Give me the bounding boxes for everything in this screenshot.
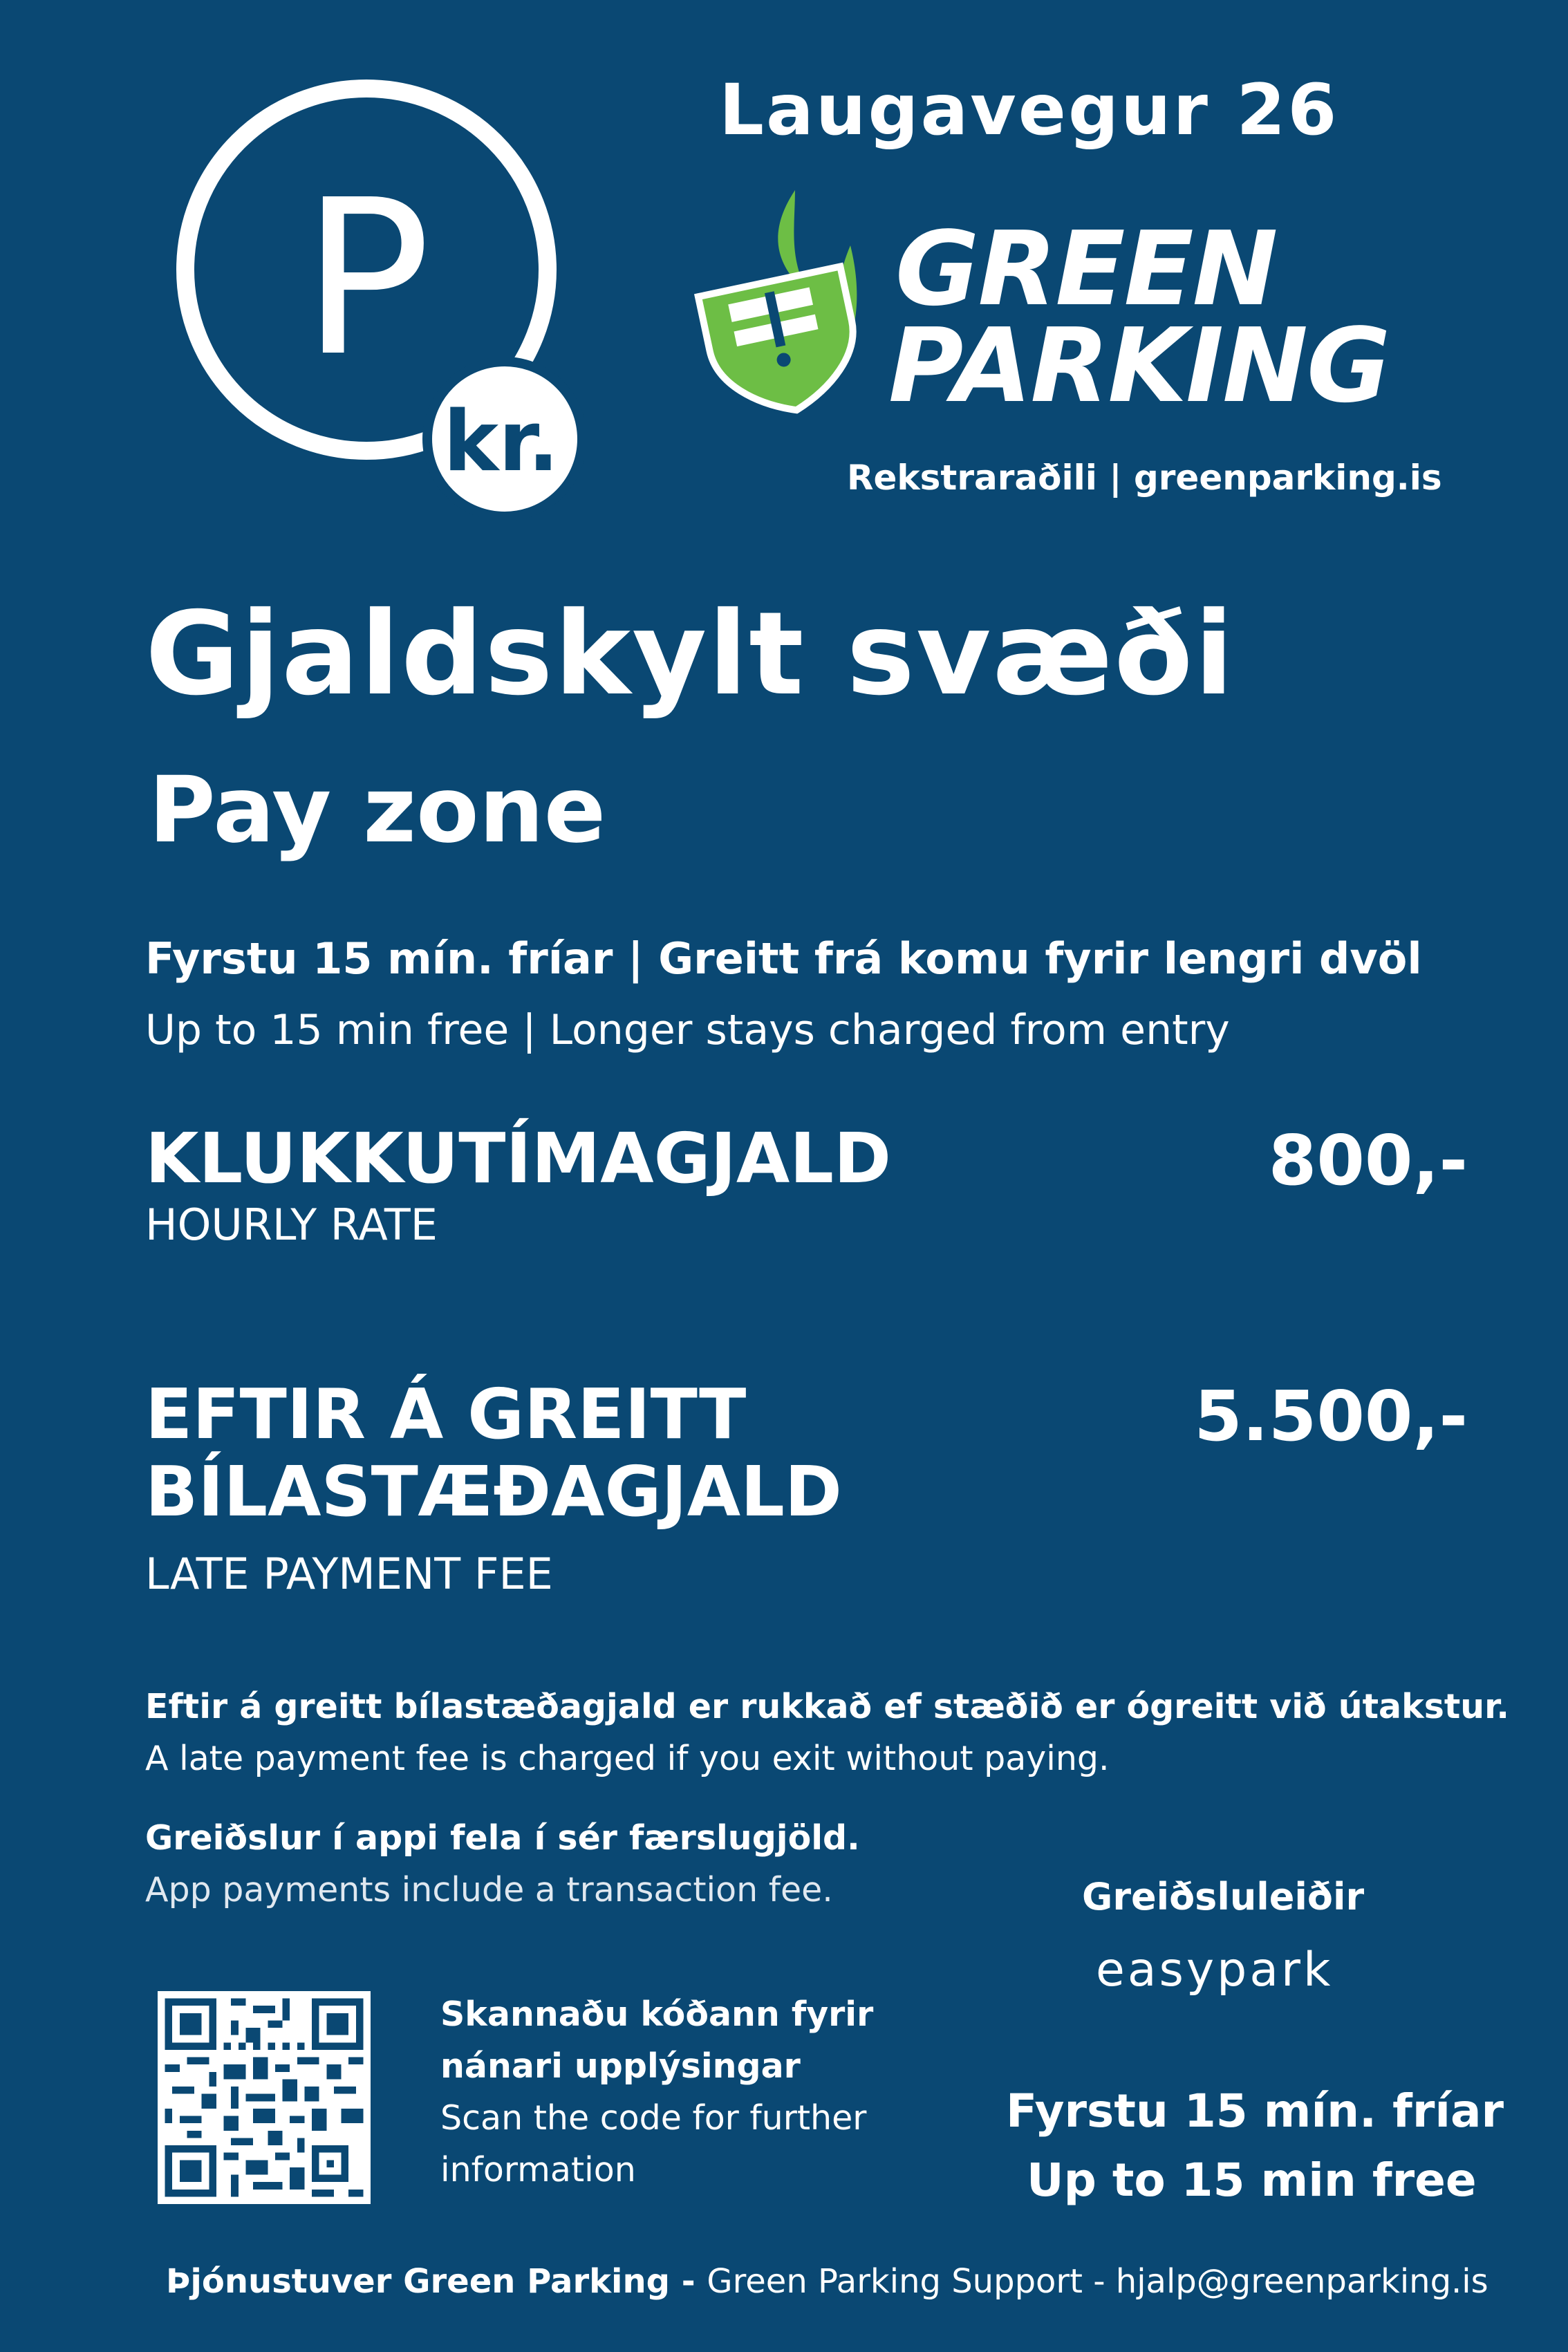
currency-label: kr. bbox=[443, 394, 559, 490]
address-title: Laugavegur 26 bbox=[719, 69, 1339, 151]
free-period-english: Up to 15 min free | Longer stays charged from entry bbox=[145, 1006, 1230, 1054]
scan-instruction-icelandic-2: nánari upplýsingar bbox=[440, 2046, 801, 2086]
hourly-rate-price: 800,- bbox=[1268, 1120, 1468, 1201]
late-fee-title-line1: EFTIR Á GREITT bbox=[145, 1374, 747, 1455]
brand-line-parking: PARKING bbox=[888, 306, 1390, 425]
bottom-free-period-icelandic: Fyrstu 15 mín. fríar bbox=[1006, 2084, 1504, 2138]
parking-letter: P bbox=[301, 154, 431, 404]
paid-parking-icon bbox=[176, 80, 584, 522]
qr-code-icon[interactable] bbox=[158, 1991, 371, 2204]
app-fee-note-icelandic: Greiðslur í appi fela í sér færslugjöld. bbox=[145, 1818, 860, 1858]
scan-instruction-icelandic-1: Skannaðu kóðann fyrir bbox=[440, 1995, 874, 2034]
late-fee-title-line2: BÍLASTÆÐAGJALD bbox=[145, 1451, 842, 1532]
scan-instruction-english-1: Scan the code for further bbox=[440, 2098, 867, 2138]
payment-methods-heading: Greiðsluleiðir bbox=[1082, 1875, 1365, 1919]
app-fee-note-english: App payments include a transaction fee. bbox=[145, 1870, 833, 1910]
scan-instruction-english-2: information bbox=[440, 2150, 636, 2190]
late-fee-note-english: A late payment fee is charged if you exit without paying. bbox=[145, 1739, 1110, 1778]
support-footer bbox=[166, 2262, 1488, 2301]
brand-line-green: GREEN bbox=[895, 209, 1277, 328]
support-footer-contact[interactable]: Green Parking Support - hjalp@greenparking.is bbox=[707, 2262, 1488, 2301]
hourly-rate-title: KLUKKUTÍMAGJALD bbox=[145, 1118, 892, 1199]
late-fee-note-icelandic: Eftir á greitt bílastæðagjald er rukkað ef stæðið er ógreitt við útakstur. bbox=[145, 1687, 1509, 1726]
support-footer-label: Þjónustuver Green Parking - bbox=[166, 2262, 707, 2301]
late-fee-price: 5.500,- bbox=[1194, 1376, 1468, 1457]
bottom-free-period-english: Up to 15 min free bbox=[1027, 2154, 1477, 2207]
green-parking-emblem-icon bbox=[691, 190, 899, 425]
operator-link[interactable]: Rekstraraðili | greenparking.is bbox=[847, 458, 1442, 498]
page-title-icelandic: Gjaldskylt svæði bbox=[145, 588, 1235, 721]
easypark-logo[interactable]: easypark bbox=[1096, 1943, 1334, 1997]
late-fee-title bbox=[145, 1376, 842, 1531]
green-parking-logo bbox=[691, 190, 1466, 425]
page-title-english: Pay zone bbox=[149, 757, 606, 864]
hourly-rate-subtitle: HOURLY RATE bbox=[145, 1200, 438, 1250]
late-fee-subtitle: LATE PAYMENT FEE bbox=[145, 1549, 553, 1599]
free-period-icelandic: Fyrstu 15 mín. fríar | Greitt frá komu fyrir lengri dvöl bbox=[145, 933, 1422, 984]
